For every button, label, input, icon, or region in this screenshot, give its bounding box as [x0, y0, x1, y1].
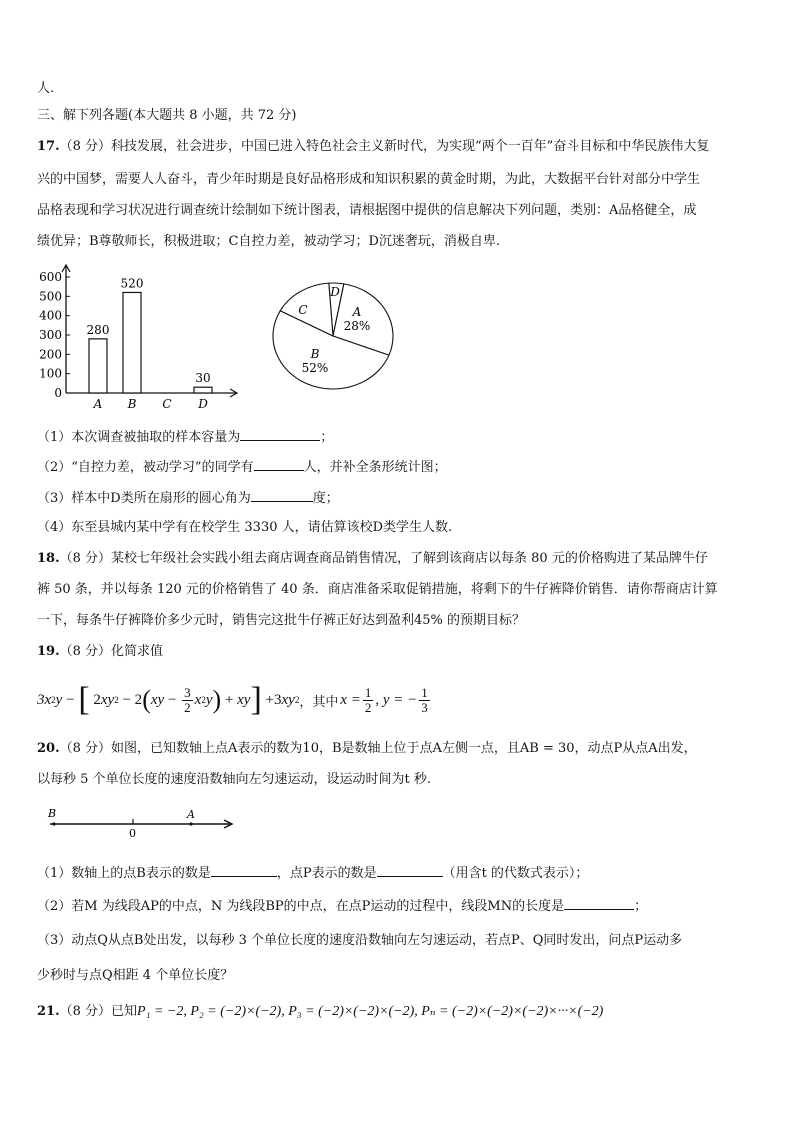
- y-tick-label: 500: [39, 289, 62, 304]
- x-tick-label: D: [198, 397, 208, 411]
- q18-score: （8 分）: [59, 551, 112, 566]
- pie-percent-b: 52%: [301, 361, 329, 375]
- previous-question-tail: 人.: [37, 81, 55, 96]
- y-tick-label: 600: [39, 270, 62, 284]
- q20-score: （8 分）: [59, 741, 112, 756]
- bar-data-label: 280: [86, 322, 110, 337]
- y-tick-label: 300: [39, 328, 62, 342]
- bar-data-label: 30: [195, 371, 211, 386]
- q17-sub4: （4）东至县城内某中学有在校学生 3330 人，请估算该校D类学生人数.: [37, 520, 453, 535]
- pie-percent-a: 28%: [343, 319, 371, 333]
- q20-sub1: （1）数轴上的点B表示的数是 ，点P表示的数是 （用含t 的代数式表示）；: [37, 862, 764, 884]
- pie-label-b: B: [310, 347, 320, 361]
- q21-line1: 21.（8 分）已知P₁ = −2, P₂ = (−2)×(−2), P₃ = (−2)×(−2)×(−2), Pₙ = (−2)×(−2)×(−2)×···×(−2): [37, 1004, 604, 1019]
- answer-blank[interactable]: [377, 862, 443, 877]
- pie-label-a: A: [352, 305, 362, 319]
- section-title: 三、解下列各题(本大题共 8 小题，共 72 分): [37, 108, 297, 123]
- q19-expression: 3x 2 y − [ 2 xy 2 − 2 ( xy − $\frac{3}{2}$ x 2 y ) + xy ] +3 xy 2 ，其中 x = $\frac{1}{2}$ , y = − $\frac{1}{3}$: [37, 681, 428, 718]
- q20-sub2: （2）若M 为线段AP的中点，N 为线段BP的中点，在点P运动的过程中，线段MN的长度是 ；: [37, 895, 764, 917]
- answer-blank[interactable]: [240, 426, 320, 441]
- q20-line1: 20.（8 分）如图，已知数轴上点A表示的数为10，B是数轴上位于点A左侧一点，且AB = 30，动点P从点A出发，: [37, 741, 697, 756]
- pie-label-d: D: [330, 285, 340, 299]
- q21-number: 21.: [37, 1004, 60, 1019]
- q20-line2: 以每秒 5 个单位长度的速度沿数轴向左匀速运动，设运动时间为t 秒.: [37, 772, 432, 787]
- q17-line2: 兴的中国梦，需要人人奋斗，青少年时期是良好品格形成和知识积累的黄金时期，为此，大数据平台针对部分中学生: [37, 172, 701, 187]
- y-tick-label: 400: [39, 308, 62, 323]
- x-tick-label: B: [127, 397, 137, 411]
- answer-blank[interactable]: [211, 862, 277, 877]
- q17-line3: 品格表现和学习状况进行调查统计绘制如下统计图表，请根据图中提供的信息解决下列问题，类别：A品格健全，成: [37, 203, 697, 218]
- answer-blank[interactable]: [251, 487, 313, 502]
- q19-score: （8 分）: [59, 644, 112, 659]
- answer-blank[interactable]: [564, 895, 634, 910]
- label-origin: 0: [129, 827, 136, 840]
- q18-line2: 裤 50 条，并以每条 120 元的价格销售了 40 条．商店准备采取促销措施，将剩下的牛仔裤降价销售．请你帮商店计算: [37, 582, 718, 597]
- q21-formula: P₁ = −2, P₂ = (−2)×(−2), P₃ = (−2)×(−2)×(−2), Pₙ = (−2)×(−2)×(−2)×···×(−2): [137, 1004, 604, 1019]
- q17-sub2: （2）“自控力差，被动学习”的同学有 人，并补全条形统计图；: [37, 456, 764, 478]
- y-tick-label: 200: [39, 347, 62, 362]
- q19-number: 19.: [37, 644, 60, 659]
- q17-sub1: （1）本次调查被抽取的样本容量为 ；: [37, 426, 764, 448]
- q17-text-1: 科技发展，社会进步，中国已进入特色社会主义新时代，为实现“两个一百年”奋斗目标和中华民族伟大复: [111, 139, 710, 154]
- q19-line1: 19.（8 分）化简求值: [37, 644, 164, 659]
- bar-data-label: 520: [120, 276, 144, 291]
- bar: [123, 292, 141, 393]
- x-tick-label: A: [93, 397, 103, 411]
- q18-line3: 一下，每条牛仔裤降价多少元时，销售完这批牛仔裤正好达到盈利45% 的预期目标？: [37, 613, 526, 628]
- answer-blank[interactable]: [254, 456, 304, 471]
- q20-number: 20.: [37, 741, 60, 756]
- bar: [89, 339, 107, 393]
- q20-sub3-line2: 少秒时与点Q相距 4 个单位长度？: [37, 968, 234, 983]
- point-a: [189, 822, 192, 825]
- number-line-figure: [40, 802, 245, 842]
- q18-line1: 18.（8 分）某校七年级社会实践小组去商店调查商品销售情况，了解到该商店以每条 80 元的价格购进了某品牌牛仔: [37, 551, 708, 566]
- bar-chart: [28, 262, 243, 414]
- y-tick-label: 100: [39, 366, 62, 381]
- pie-chart: [265, 278, 400, 398]
- x-tick-label: C: [162, 397, 172, 411]
- label-b: B: [48, 807, 57, 820]
- q17-sub3: （3）样本中D类所在扇形的圆心角为 度；: [37, 487, 764, 509]
- label-a: A: [187, 808, 195, 821]
- q20-sub3-line1: （3）动点Q从点B处出发，以每秒 3 个单位长度的速度沿数轴向左匀速运动，若点P、Q同时发出，问点P运动多: [37, 933, 683, 948]
- y-tick-label: 0: [54, 386, 62, 400]
- q18-number: 18.: [37, 551, 60, 566]
- point-b: [52, 822, 55, 825]
- q17-line4: 绩优异；B尊敬师长，积极进取；C自控力差，被动学习；D沉迷奢玩，消极自卑.: [37, 234, 501, 249]
- q17-score: （8 分）: [59, 139, 112, 154]
- q17-line1: [37, 137, 764, 157]
- q17-number: 17.: [37, 139, 60, 154]
- bar: [194, 387, 212, 393]
- pie-label-c: C: [298, 303, 308, 317]
- q21-score: （8 分）: [59, 1004, 112, 1019]
